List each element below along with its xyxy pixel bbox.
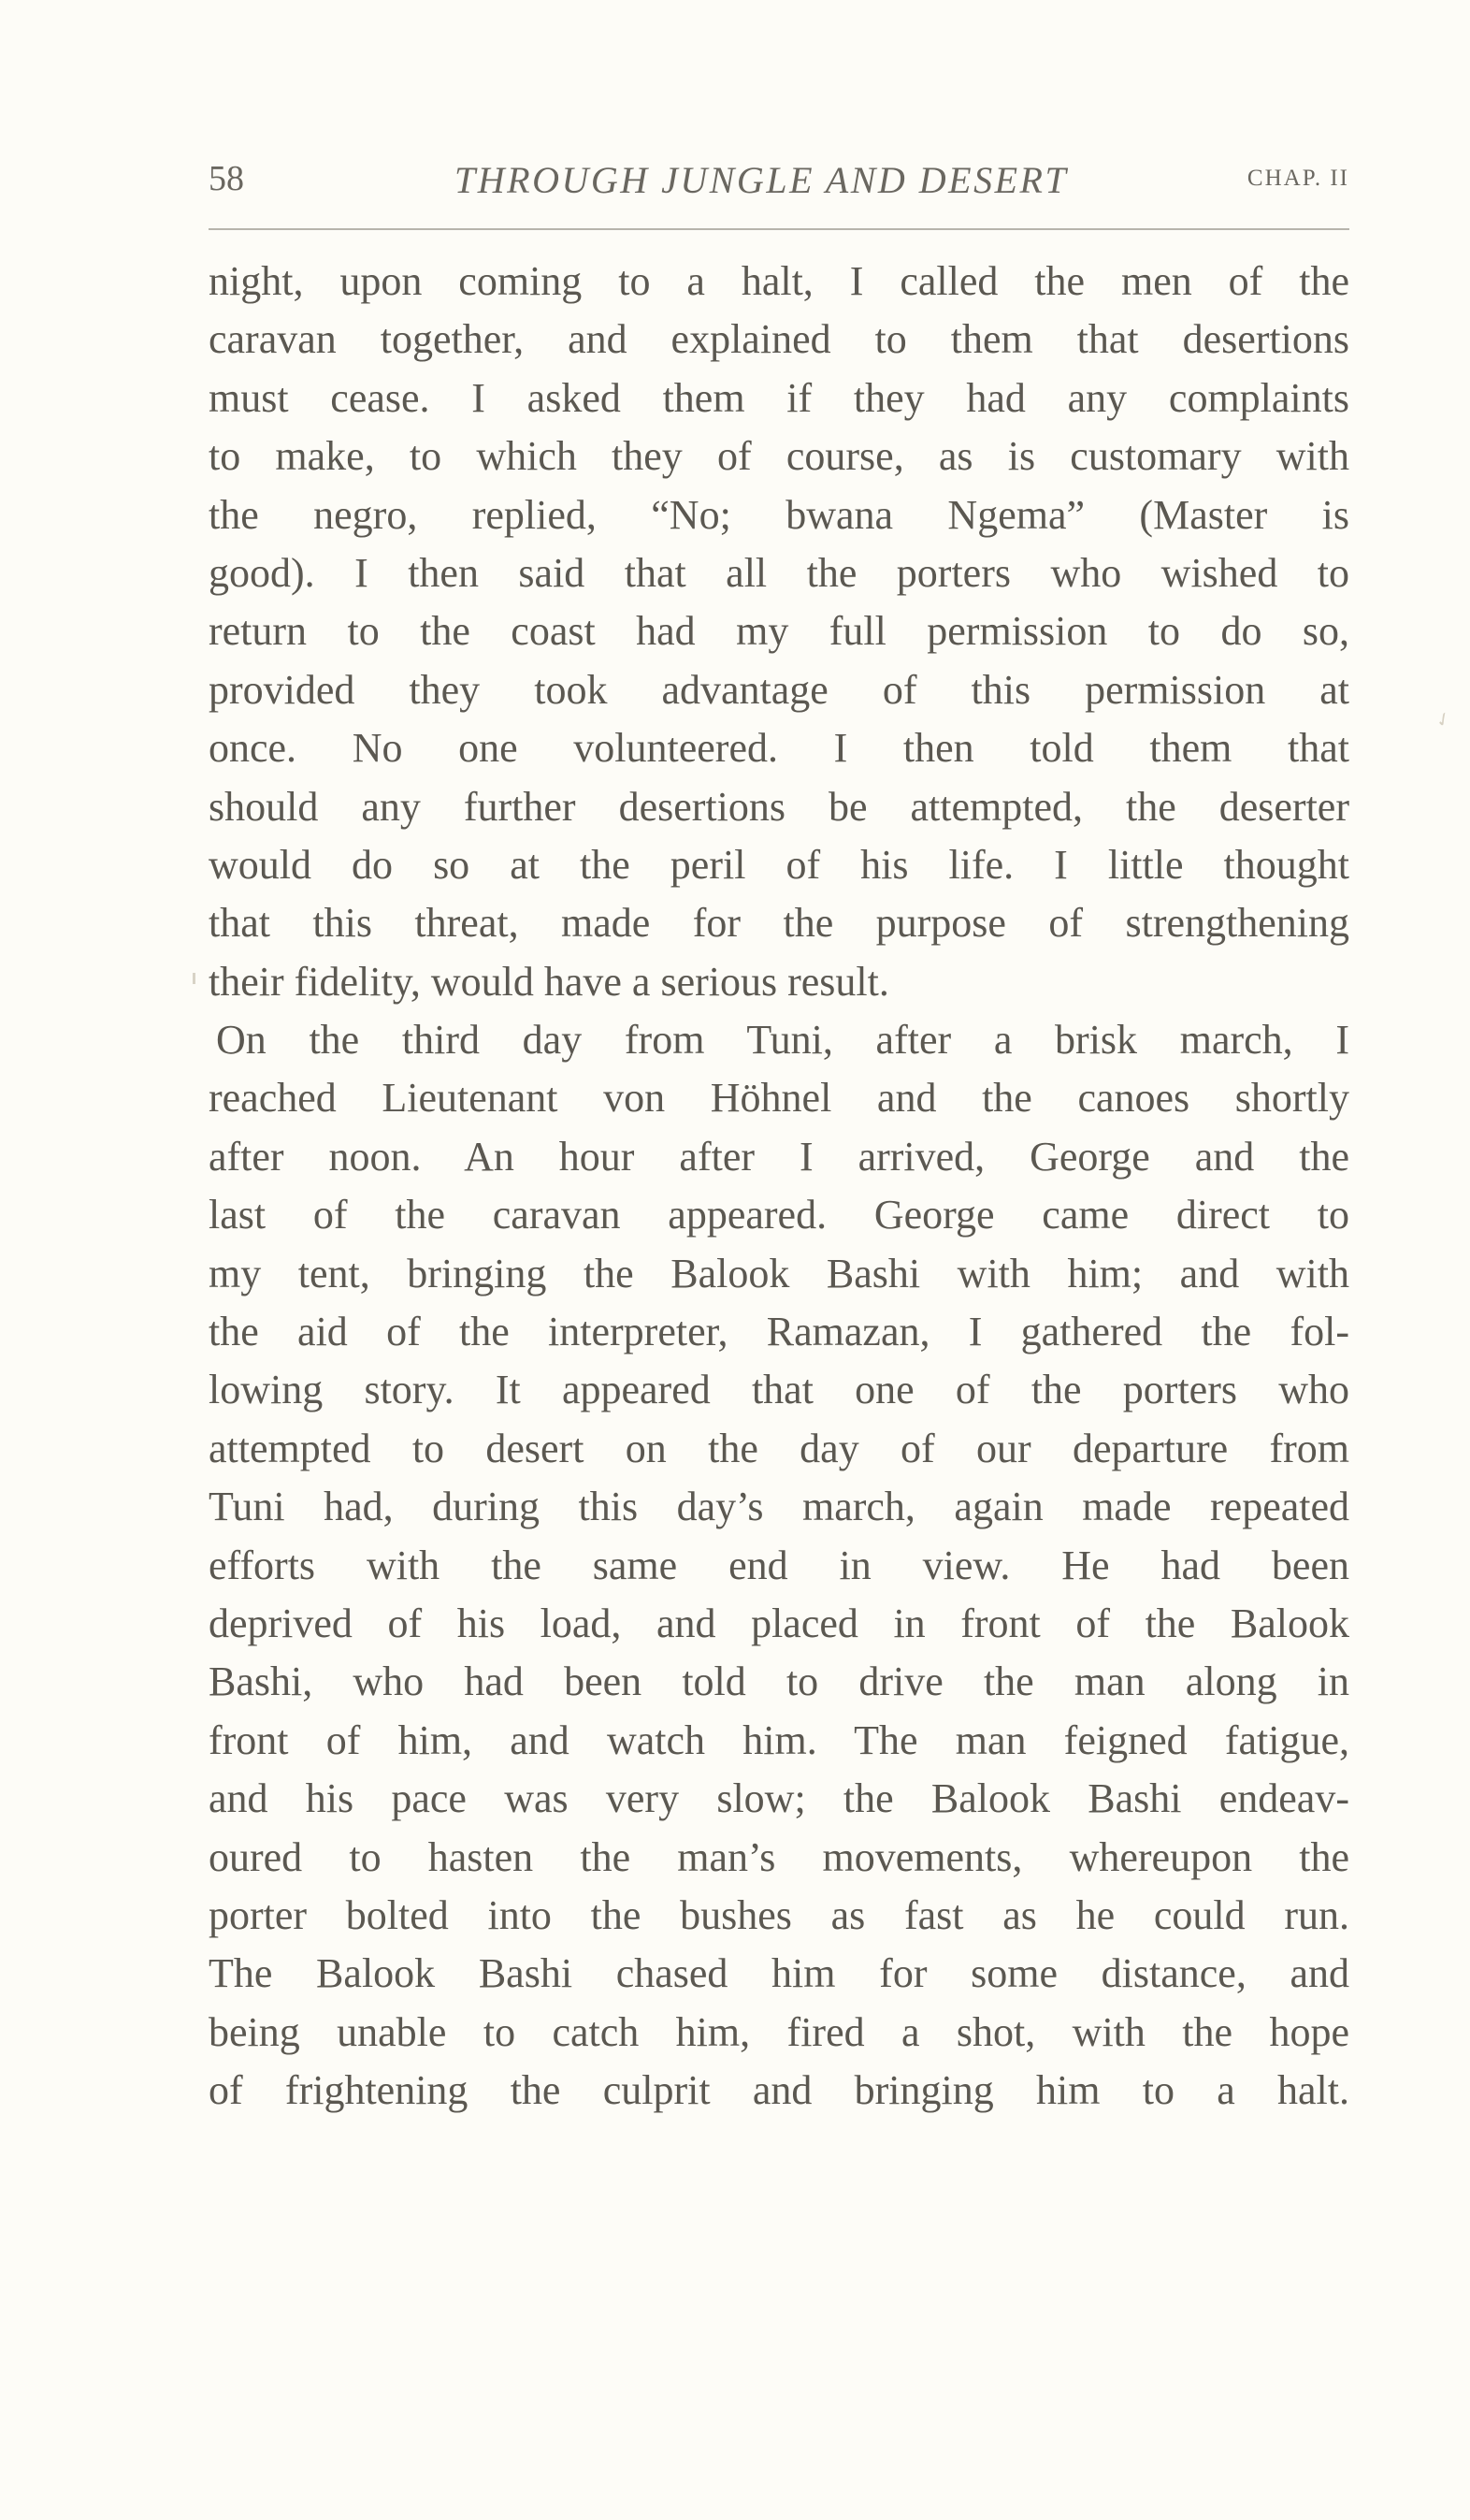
- text-line: and his pace was very slow; the Balook Bashi endeav-: [209, 1775, 1349, 1822]
- text-line: must cease. I asked them if they had any complaints: [209, 374, 1349, 421]
- text-line: attempted to desert on the day of our departure from: [209, 1425, 1349, 1471]
- text-line: Tuni had, during this day’s march, again made repeated: [209, 1484, 1349, 1530]
- text-line: the aid of the interpreter, Ramazan, I gathered the fol-: [209, 1309, 1349, 1355]
- text-line: efforts with the same end in view. He had been: [209, 1542, 1349, 1588]
- text-line: Bashi, who had been told to drive the man along in: [209, 1658, 1349, 1705]
- text-line: their fidelity, would have a serious result.: [209, 958, 889, 1005]
- text-line: would do so at the peril of his life. I little thought: [209, 841, 1349, 888]
- margin-speck: [193, 973, 195, 984]
- text-line: the negro, replied, “No; bwana Ngema” (Master is: [209, 491, 1349, 538]
- text-line: being unable to catch him, fired a shot, with the hope: [209, 2008, 1349, 2055]
- text-line: night, upon coming to a halt, I called the men of the: [209, 258, 1349, 304]
- text-line: front of him, and watch him. The man feigned fatigue,: [209, 1716, 1349, 1763]
- text-line: On the third day from Tuni, after a brisk march, I: [216, 1017, 1349, 1064]
- text-line: my tent, bringing the Balook Bashi with him; and with: [209, 1250, 1349, 1296]
- text-line: once. No one volunteered. I then told them that: [209, 725, 1349, 772]
- text-line: to make, to which they of course, as is customary with: [209, 433, 1349, 480]
- header-rule: [209, 228, 1349, 230]
- running-title: THROUGH JUNGLE AND DESERT: [454, 159, 1069, 201]
- body-text: [209, 253, 1349, 2121]
- text-line: porter bolted into the bushes as fast as he could run.: [209, 1891, 1349, 1938]
- text-line: that this threat, made for the purpose of strengthening: [209, 900, 1349, 947]
- text-line: return to the coast had my full permission to do so,: [209, 608, 1349, 655]
- text-line: deprived of his load, and placed in front of the Balook: [209, 1600, 1349, 1646]
- page-number: 58: [209, 159, 244, 198]
- text-line: provided they took advantage of this permission at: [209, 666, 1349, 713]
- text-line: good). I then said that all the porters who wished to: [209, 549, 1349, 596]
- text-line: The Balook Bashi chased him for some distance, and: [209, 1950, 1349, 1997]
- text-line: oured to hasten the man’s movements, whereupon the: [209, 1833, 1349, 1880]
- text-line: reached Lieutenant von Höhnel and the canoes shortly: [209, 1075, 1349, 1122]
- text-line: of frightening the culprit and bringing him to a halt.: [209, 2067, 1349, 2114]
- text-line: caravan together, and explained to them that desertions: [209, 316, 1349, 363]
- running-head: [209, 154, 1349, 210]
- text-line: last of the caravan appeared. George came direct to: [209, 1192, 1349, 1238]
- chapter-reference: CHAP. II: [1247, 166, 1349, 191]
- margin-speck: ✓: [1431, 705, 1456, 733]
- text-line: should any further desertions be attempted, the deserter: [209, 783, 1349, 830]
- text-line: lowing story. It appeared that one of the porters who: [209, 1367, 1349, 1413]
- text-line: after noon. An hour after I arrived, George and the: [209, 1133, 1349, 1180]
